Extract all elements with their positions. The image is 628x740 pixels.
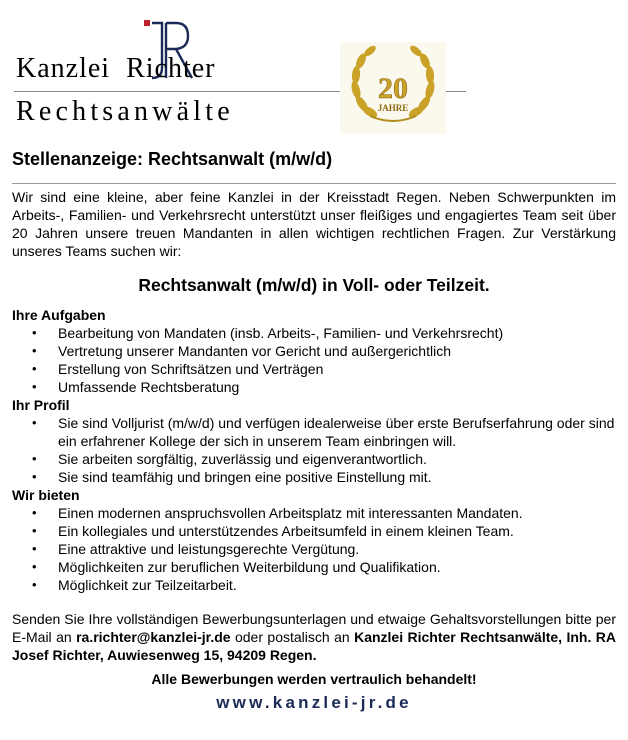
- list-item: • Bearbeitung von Mandaten (insb. Arbeits-, Familien- und Verkehrsrecht): [12, 324, 616, 342]
- website-link[interactable]: www.kanzlei-jr.de: [216, 693, 412, 712]
- intro-paragraph: Wir sind eine kleine, aber feine Kanzlei in der Kreisstadt Regen. Neben Schwerpunkten im Arbeits-, Familien- und Verkehrsrecht unterstützt unser fleißiges und engagiertes Team seit über 20 Jahren unsere treuen Mandanten in allen wichtigen rechtlichen Fragen. Zur Verstärkung unseres Teams suchen wir:: [12, 189, 616, 259]
- position-headline: Rechtsanwalt (m/w/d) in Voll- oder Teilzeit.: [138, 275, 490, 295]
- list-item: • Erstellung von Schriftsätzen und Verträgen: [12, 360, 616, 378]
- page-title: Stellenanzeige: Rechtsanwalt (m/w/d): [12, 149, 333, 169]
- list-item: • Sie sind Volljurist (m/w/d) und verfügen idealerweise über erste Berufserfahrung oder sind ein erfahrener Kollege der sich in unserem Team einbringen will.: [12, 414, 616, 450]
- confidential-note: Alle Bewerbungen werden vertraulich behandelt!: [151, 671, 477, 687]
- section-profile: [12, 396, 616, 486]
- list-item: • Sie sind teamfähig und bringen eine positive Einstellung mit.: [12, 468, 616, 486]
- application-paragraph: [12, 610, 616, 664]
- section-heading: Ihr Profil: [12, 397, 70, 413]
- email-link[interactable]: ra.richter@kanzlei-jr.de: [76, 629, 231, 645]
- section-heading: Wir bieten: [12, 487, 80, 503]
- badge-label: JAHRE: [377, 103, 409, 113]
- profile-list: [12, 414, 616, 486]
- section-offer: [12, 486, 616, 594]
- header-rule-end: [450, 91, 466, 92]
- list-item: • Vertretung unserer Mandanten vor Gericht und außergerichtlich: [12, 342, 616, 360]
- firm-subtitle: Rechtsanwälte: [16, 96, 234, 127]
- section-tasks: [12, 306, 616, 396]
- firm-name: Kanzlei Richter: [16, 53, 216, 84]
- badge-number: 20: [378, 72, 408, 105]
- list-item: • Eine attraktive und leistungsgerechte Vergütung.: [12, 540, 616, 558]
- apply-text-postal: oder postalisch an: [230, 629, 355, 645]
- list-item: • Möglichkeit zur Teilzeitarbeit.: [12, 576, 616, 594]
- list-item: • Umfassende Rechtsberatung: [12, 378, 616, 396]
- list-item: • Sie arbeiten sorgfältig, zuverlässig und eigenverantwortlich.: [12, 450, 616, 468]
- list-item: • Einen modernen anspruchsvollen Arbeitsplatz mit interessanten Mandaten.: [12, 504, 616, 522]
- apply-text: Senden Sie Ihre vollständigen Bewerbungsunterlagen und etwaige Gehaltsvorstellungen bitte per E-Mail an: [12, 611, 616, 645]
- title-divider: [12, 183, 616, 184]
- list-item: • Möglichkeiten zur beruflichen Weiterbildung und Qualifikation.: [12, 558, 616, 576]
- offer-list: [12, 504, 616, 594]
- postal-address: Kanzlei Richter Rechtsanwälte, Inh. RA Josef Richter, Auwiesenweg 15, 94209 Regen.: [12, 629, 616, 663]
- section-heading: Ihre Aufgaben: [12, 307, 106, 323]
- anniversary-badge: [340, 42, 446, 134]
- letterhead: [0, 0, 628, 140]
- task-list: [12, 324, 616, 396]
- job-ad-body: [12, 148, 616, 714]
- list-item: • Ein kollegiales und unterstützendes Arbeitsumfeld in einem kleinen Team.: [12, 522, 616, 540]
